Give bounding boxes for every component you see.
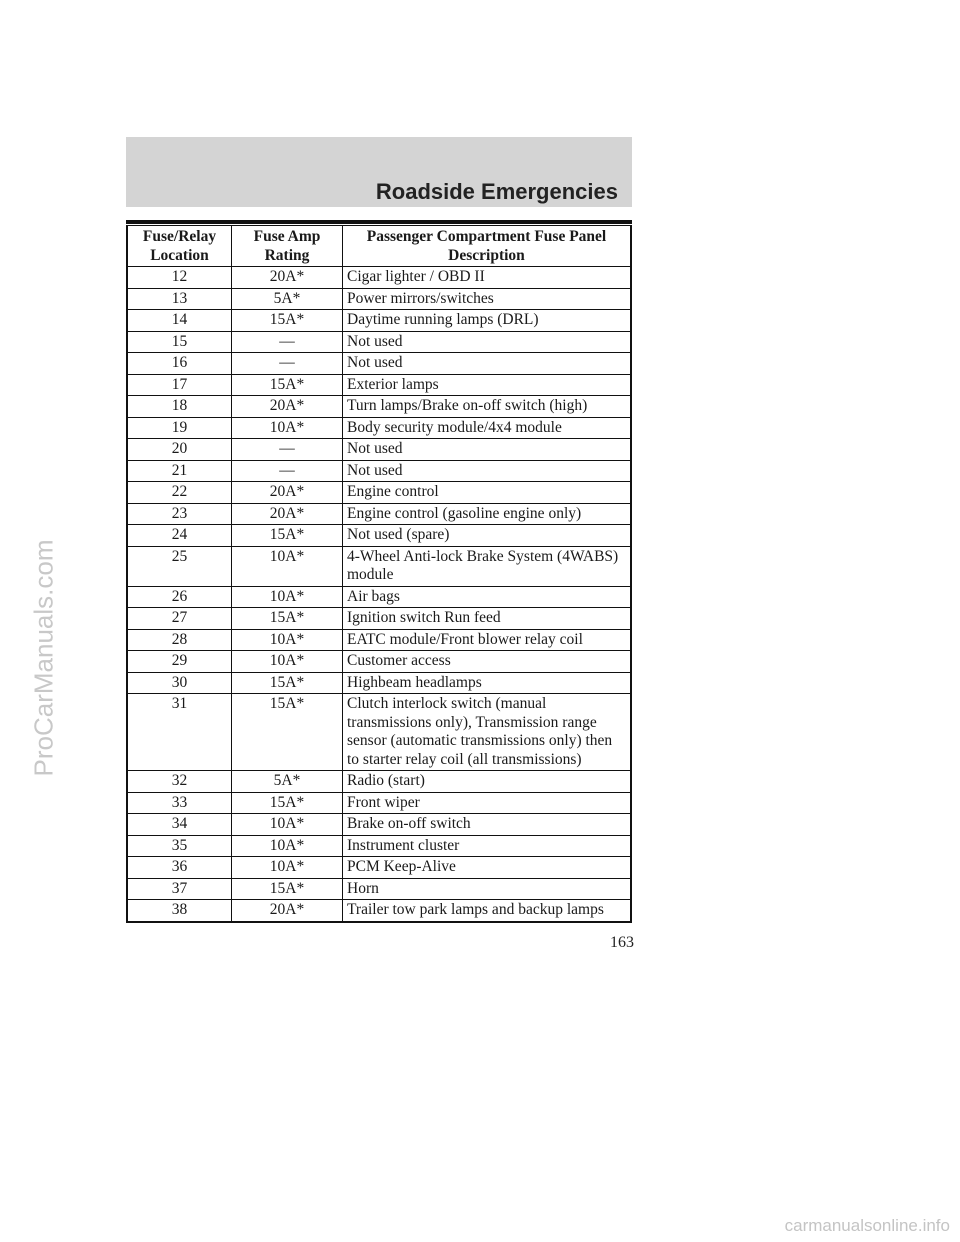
fuse-amp-cell: — [232,353,343,375]
fuse-description-cell: Exterior lamps [343,374,632,396]
fuse-description-cell: Brake on-off switch [343,814,632,836]
column-header-location: Fuse/Relay Location [127,226,232,267]
table-row [127,608,631,630]
fuse-description-cell: 4-Wheel Anti-lock Brake System (4WABS) module [343,546,632,586]
table-row [127,267,631,289]
fuse-location-cell: 35 [127,835,232,857]
fuse-description-cell: PCM Keep-Alive [343,857,632,879]
fuse-location-cell: 14 [127,310,232,332]
side-watermark: ProCarManuals.com [28,539,59,777]
table-row [127,374,631,396]
fuse-location-cell: 15 [127,331,232,353]
fuse-description-cell: Front wiper [343,792,632,814]
fuse-table [126,225,632,923]
column-header-description: Passenger Compartment Fuse Panel Description [343,226,632,267]
fuse-amp-cell: — [232,439,343,461]
table-row [127,353,631,375]
fuse-location-cell: 18 [127,396,232,418]
fuse-location-cell: 29 [127,651,232,673]
fuse-table-body [127,267,631,922]
fuse-amp-cell: 10A* [232,546,343,586]
fuse-location-cell: 21 [127,460,232,482]
fuse-description-cell: Not used [343,331,632,353]
table-row [127,417,631,439]
fuse-amp-cell: 10A* [232,814,343,836]
table-row [127,814,631,836]
fuse-amp-cell: 20A* [232,482,343,504]
fuse-location-cell: 33 [127,792,232,814]
fuse-description-cell: Engine control [343,482,632,504]
table-row [127,694,631,771]
header-rule [126,220,632,224]
table-row [127,439,631,461]
table-row [127,586,631,608]
table-row [127,792,631,814]
fuse-location-cell: 37 [127,878,232,900]
fuse-description-cell: Radio (start) [343,771,632,793]
table-row [127,482,631,504]
bottom-watermark: carmanualsonline.info [784,1216,950,1235]
fuse-location-cell: 36 [127,857,232,879]
fuse-location-cell: 22 [127,482,232,504]
fuse-amp-cell: 20A* [232,900,343,922]
fuse-description-cell: Highbeam headlamps [343,672,632,694]
table-row [127,288,631,310]
fuse-description-cell: Instrument cluster [343,835,632,857]
table-row [127,835,631,857]
fuse-amp-cell: 10A* [232,651,343,673]
fuse-description-cell: Not used [343,460,632,482]
fuse-amp-cell: 15A* [232,878,343,900]
table-row [127,503,631,525]
fuse-location-cell: 16 [127,353,232,375]
fuse-description-cell: Body security module/4x4 module [343,417,632,439]
fuse-description-cell: Turn lamps/Brake on-off switch (high) [343,396,632,418]
fuse-amp-cell: 15A* [232,525,343,547]
fuse-location-cell: 30 [127,672,232,694]
table-row [127,460,631,482]
fuse-description-cell: Customer access [343,651,632,673]
fuse-description-cell: Ignition switch Run feed [343,608,632,630]
table-row [127,857,631,879]
fuse-amp-cell: 5A* [232,288,343,310]
fuse-description-cell: Cigar lighter / OBD II [343,267,632,289]
fuse-description-cell: Power mirrors/switches [343,288,632,310]
fuse-location-cell: 28 [127,629,232,651]
section-header-band [126,137,632,207]
fuse-amp-cell: — [232,460,343,482]
fuse-location-cell: 25 [127,546,232,586]
table-row [127,331,631,353]
fuse-amp-cell: 10A* [232,417,343,439]
fuse-description-cell: Not used [343,439,632,461]
fuse-amp-cell: 20A* [232,503,343,525]
fuse-location-cell: 12 [127,267,232,289]
fuse-amp-cell: 10A* [232,629,343,651]
fuse-description-cell: Daytime running lamps (DRL) [343,310,632,332]
fuse-location-cell: 31 [127,694,232,771]
fuse-amp-cell: 5A* [232,771,343,793]
fuse-description-cell: Not used [343,353,632,375]
fuse-location-cell: 32 [127,771,232,793]
fuse-location-cell: 27 [127,608,232,630]
table-row [127,878,631,900]
fuse-amp-cell: 10A* [232,586,343,608]
fuse-amp-cell: — [232,331,343,353]
fuse-location-cell: 26 [127,586,232,608]
fuse-amp-cell: 15A* [232,694,343,771]
table-row [127,629,631,651]
fuse-description-cell: Engine control (gasoline engine only) [343,503,632,525]
fuse-location-cell: 20 [127,439,232,461]
fuse-amp-cell: 15A* [232,672,343,694]
section-title: Roadside Emergencies [375,179,618,204]
fuse-description-cell: Horn [343,878,632,900]
fuse-description-cell: Clutch interlock switch (manual transmissions only), Transmission range sensor (automatic transmissions only) then to starter relay coil (all transmissions) [343,694,632,771]
fuse-amp-cell: 10A* [232,857,343,879]
table-row [127,310,631,332]
table-row [127,651,631,673]
fuse-location-cell: 34 [127,814,232,836]
fuse-amp-cell: 20A* [232,267,343,289]
page-number: 163 [610,934,634,951]
fuse-location-cell: 23 [127,503,232,525]
table-header-row [127,226,631,267]
fuse-amp-cell: 15A* [232,792,343,814]
fuse-description-cell: EATC module/Front blower relay coil [343,629,632,651]
table-row [127,771,631,793]
fuse-amp-cell: 20A* [232,396,343,418]
fuse-location-cell: 13 [127,288,232,310]
table-row [127,546,631,586]
table-row [127,900,631,922]
fuse-amp-cell: 15A* [232,310,343,332]
fuse-description-cell: Trailer tow park lamps and backup lamps [343,900,632,922]
fuse-amp-cell: 15A* [232,608,343,630]
table-row [127,525,631,547]
table-row [127,672,631,694]
fuse-location-cell: 17 [127,374,232,396]
fuse-description-cell: Not used (spare) [343,525,632,547]
fuse-amp-cell: 15A* [232,374,343,396]
column-header-amp-rating: Fuse Amp Rating [232,226,343,267]
fuse-location-cell: 24 [127,525,232,547]
fuse-location-cell: 38 [127,900,232,922]
fuse-description-cell: Air bags [343,586,632,608]
fuse-amp-cell: 10A* [232,835,343,857]
table-row [127,396,631,418]
fuse-location-cell: 19 [127,417,232,439]
